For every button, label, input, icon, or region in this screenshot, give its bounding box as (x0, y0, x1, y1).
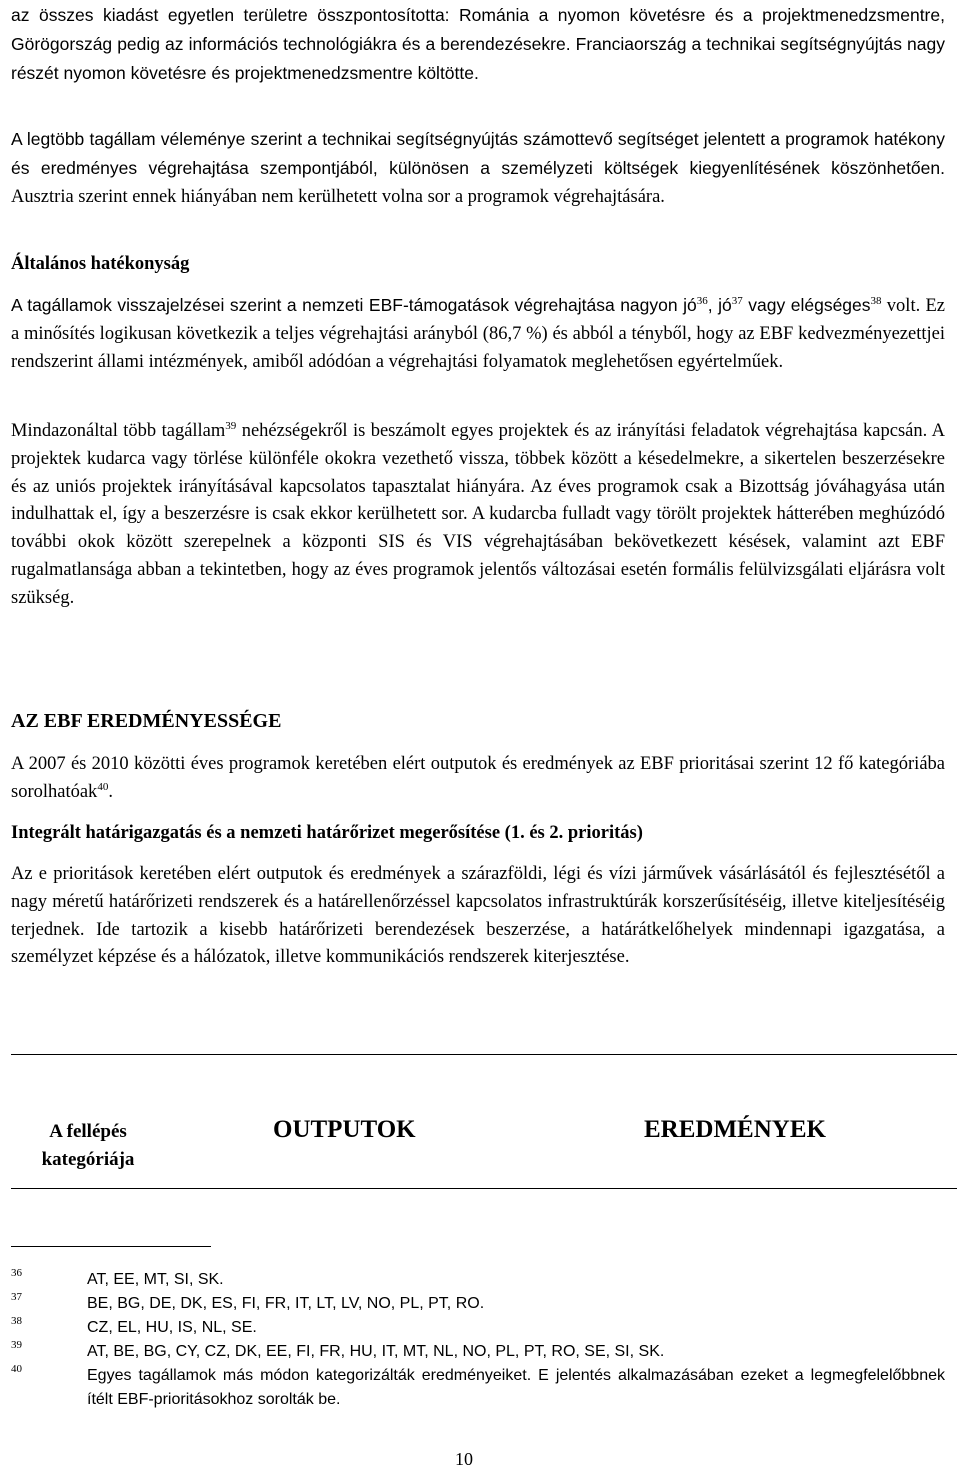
paragraph-4: Mindazonáltal több tagállam$^{39}$ nehézségekről is beszámolt egyes projektek és az irányítási feladatok végrehajtása kapcsán. A projektek kudarca vagy törlése különféle okokra vezethető vissza, többek között a késedelmekre, a sikertelen beszerzésekre és az uniós projektek irányításával kapcsolatos tapasztalat hiányára. Az éves programok csak a Bizottság jóváhagyása után indulhattak el, így a beszerzésre is csak ekkor kerülhetett sor. A kudarcba fulladt vagy törölt projektek hátterében meghúzódó további okok között szerepelnek a központi SIS és VIS végrehajtásában bekövetkezett késések, valamint azt EBF rugalmatlansága abban a tekintetben, hogy az éves programok jelentős változásai esetén formális felülvizsgálati eljárásra volt szükség. (11, 419, 946, 608)
footnote-ref-36[interactable]: 36 (696, 294, 708, 307)
paragraph-3: A tagállamok visszajelzései szerint a nemzeti EBF-támogatások végrehajtása nagyon $jó^{36}$, $jó^{37}$ vagy elégséges$^{38}$ volt. Ez a minősítés logikusan következik a teljes végrehajtási arányból (86,7 %) és abból a tényből, hogy az EBF kedvezményezettjei rendszerint állami intézmények, amiből adódóan a végrehajtási folyamatok meglehetősen egyértelműek. (11, 294, 945, 372)
table-header-rule (11, 1188, 957, 1189)
table-header-category: A fellépés kategóriája (41, 1121, 135, 1170)
footnote-separator (11, 1246, 211, 1247)
heading-ebf-eredmenyessege: AZ EBF EREDMÉNYESSÉGE (11, 710, 282, 732)
paragraph-5: A 2007 és 2010 közötti éves programok keretében elért outputok és eredmények az EBF prioritásai szerint 12 fő kategóriába sorolhatóak$^{40}$. (11, 754, 945, 802)
heading-integralt-hatarigazgatas: Integrált határigazgatás és a nemzeti határőrizet megerősítése (1. és 2. prioritás) (11, 823, 643, 843)
footnote-ref-39[interactable]: 39 (225, 419, 237, 432)
heading-altalanos-hatekonysag: Általános hatékonyság (11, 254, 190, 274)
page-number: 10 (455, 1449, 473, 1469)
paragraph-2: A legtöbb tagállam véleménye szerint a technikai segítségnyújtás számottevő segítséget jelentett a programok hatékony és eredményes végrehajtása szempontjából, különösen a személyzeti költségek kiegyenlítésének köszönhetően. Ausztria szerint ennek hiányában nem kerülhetett volna sor a programok végrehajtására. (11, 129, 945, 207)
footnote-ref-37[interactable]: 37 (731, 294, 743, 307)
footnote-ref-40[interactable]: 40 (97, 780, 109, 793)
footnote-ref-38[interactable]: 38 (870, 294, 882, 307)
paragraph-1: az összes kiadást egyetlen területre összpontosította: Románia a nyomon követésre és a projektmenedzsmentre, Görögország pedig az információs technológiákra és a berendezésekre. Franciaország a technikai segítségnyújtás nagy részét nyomon követésre és projektmenedzsmentre költötte. (11, 5, 945, 83)
paragraph-6: Az e prioritások keretében elért outputok és eredmények a szárazföldi, légi és vízi járművek vásárlásától és fejlesztésétől a nagy méretű határőrizeti rendszerek és a határellenőrzéssel kapcsolatos infrastruktúrák korszerűsítéséig, illetve kiteljesítéséig terjednek. Ide tartozik a kisebb határőrizeti berendezések beszerzése, a határátkelőhelyek mindennapi igazgatása, a személyzet képzése és a hálózatok, illetve kommunikációs rendszerek kiterjesztése. (11, 864, 945, 968)
table-header-eredmenyek: EREDMÉNYEK (644, 1116, 826, 1143)
table-top-rule (11, 1054, 957, 1055)
table-header-outputok: OUTPUTOK (273, 1116, 416, 1143)
